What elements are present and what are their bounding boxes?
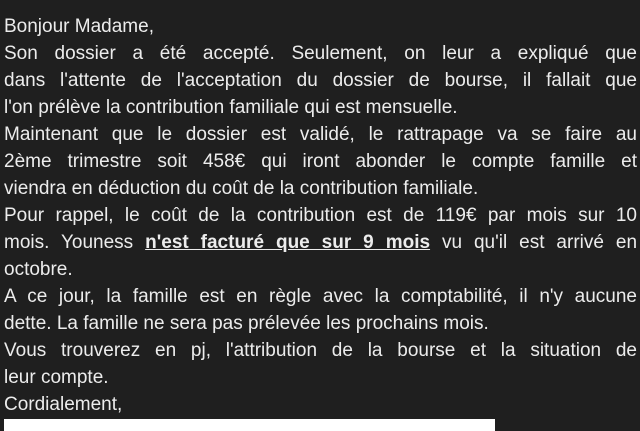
message-line: viendra en déduction du coût de la contribution familiale. xyxy=(4,178,479,199)
message-line: Maintenant que le dossier est validé, le rattrapage va se faire au xyxy=(4,124,637,145)
redacted-signature-block xyxy=(4,419,495,431)
message-line: Pour rappel, le coût de la contribution est de 119€ par mois sur 10 xyxy=(4,205,637,226)
message-line: Son dossier a été accepté. Seulement, on leur a expliqué que xyxy=(4,43,637,64)
message-line-with-emphasis xyxy=(4,229,637,256)
emphasized-text: n'est facturé que sur 9 mois xyxy=(145,232,431,253)
message-line: A ce jour, la famille est en règle avec la comptabilité, il n'y aucune xyxy=(4,286,637,307)
line-text-before: mois. Youness xyxy=(4,232,146,253)
message-line: Vous trouverez en pj, l'attribution de la bourse et la situation de xyxy=(4,340,637,361)
message-line: l'on prélève la contribution familiale qui est mensuelle. xyxy=(4,97,458,118)
message-line: 2ème trimestre soit 458€ qui iront abonder le compte famille et xyxy=(4,151,637,172)
message-line: dette. La famille ne sera pas prélevée les prochains mois. xyxy=(4,313,489,334)
closing-text: Cordialement, xyxy=(4,394,123,415)
message-line: leur compte. xyxy=(4,367,109,388)
greeting-text: Bonjour Madame, xyxy=(4,16,154,37)
message-line: dans l'attente de l'acceptation du dossier de bourse, il fallait que xyxy=(4,70,637,91)
line-text-after: vu qu'il est arrivé en xyxy=(430,232,637,253)
message-line: octobre. xyxy=(4,259,73,280)
